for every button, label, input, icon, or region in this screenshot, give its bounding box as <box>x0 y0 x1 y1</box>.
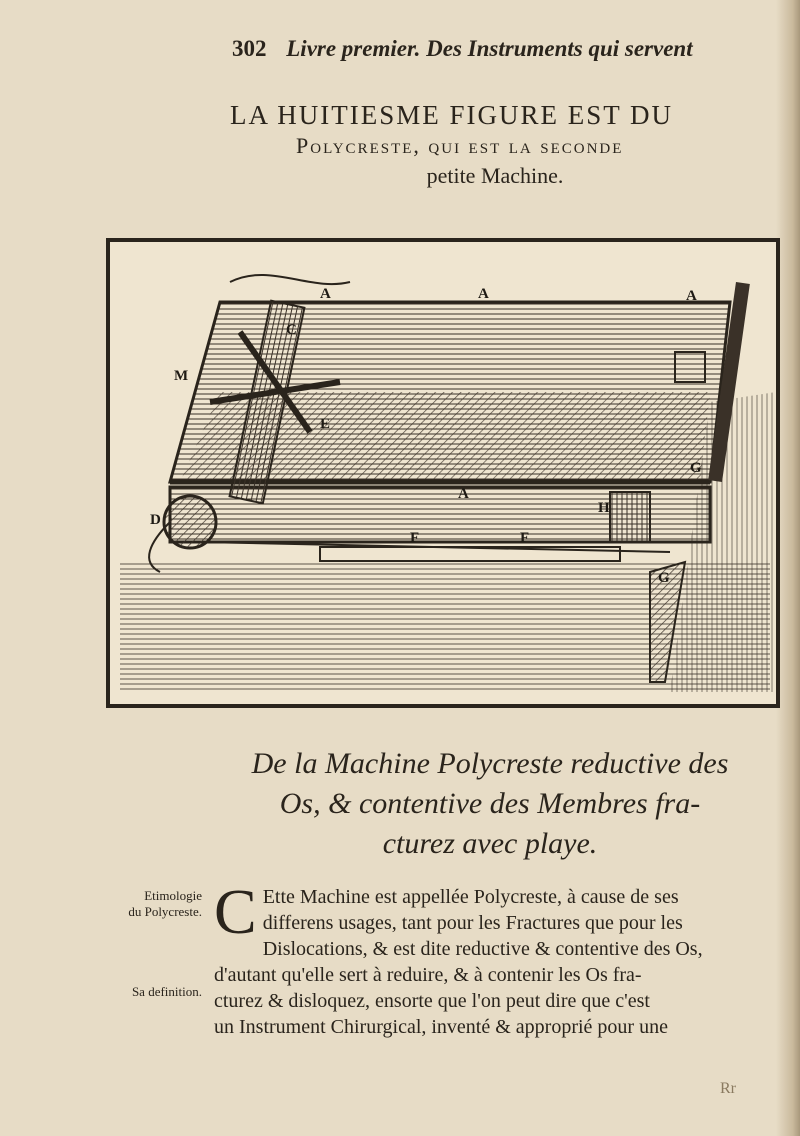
figure-title-line2: Polycreste, qui est la seconde <box>296 133 624 158</box>
label-g1: G <box>690 460 702 476</box>
margin-note-etimologie-line1: Etimologie <box>144 888 202 903</box>
body-line: cturez & disloquez, ensorte que l'on peut dire que c'est <box>214 990 650 1012</box>
margin-note-etimologie-line2: du Polycreste. <box>128 904 202 919</box>
label-a1: A <box>320 286 331 302</box>
label-f2: F <box>520 530 530 546</box>
label-g2: G <box>658 570 670 586</box>
figure-title-line1: LA HUITIESME FIGURE EST DU <box>230 100 673 130</box>
running-head <box>232 36 772 76</box>
drop-cap: C <box>214 876 257 947</box>
body-line: un Instrument Chirurgical, inventé & approprié pour une <box>214 1016 668 1038</box>
body-line: Dislocations, & est dite reductive & contentive des Os, <box>262 938 703 960</box>
figure-title <box>230 100 790 189</box>
catchword: Rr <box>720 1080 736 1097</box>
body-line: Ette Machine est appellée Polycreste, à cause de ses <box>262 886 679 908</box>
caption-line3: cturez avec playe. <box>382 827 598 860</box>
caption-line2: Os, & contentive des Membres fra- <box>279 787 701 820</box>
label-a2: A <box>478 286 489 302</box>
margin-note-definition: Sa definition. <box>131 984 202 999</box>
label-c: C <box>286 322 297 338</box>
page-number: 302 <box>232 36 267 61</box>
body-line: differens usages, tant pour les Fractures que pour les <box>262 912 683 934</box>
label-a4: A <box>458 486 469 502</box>
margin-note-etimologie <box>96 888 202 920</box>
label-m: M <box>174 368 189 384</box>
caption-line1: De la Machine Polycreste reductive des <box>251 747 729 780</box>
label-e: E <box>320 416 331 432</box>
woodcut-illustration <box>106 238 780 708</box>
running-head-text: Livre premier. Des Instruments qui servent <box>286 36 693 61</box>
label-h: H <box>598 500 610 516</box>
label-a3: A <box>686 288 697 304</box>
machine-drawing <box>110 242 776 704</box>
figure-title-line3: petite Machine. <box>426 163 564 188</box>
label-f1: F <box>410 530 420 546</box>
caption-title <box>200 744 780 864</box>
body-line: d'autant qu'elle sert à reduire, & à contenir les Os fra- <box>214 964 642 986</box>
label-d: D <box>150 512 161 528</box>
body-paragraph <box>214 876 780 1040</box>
